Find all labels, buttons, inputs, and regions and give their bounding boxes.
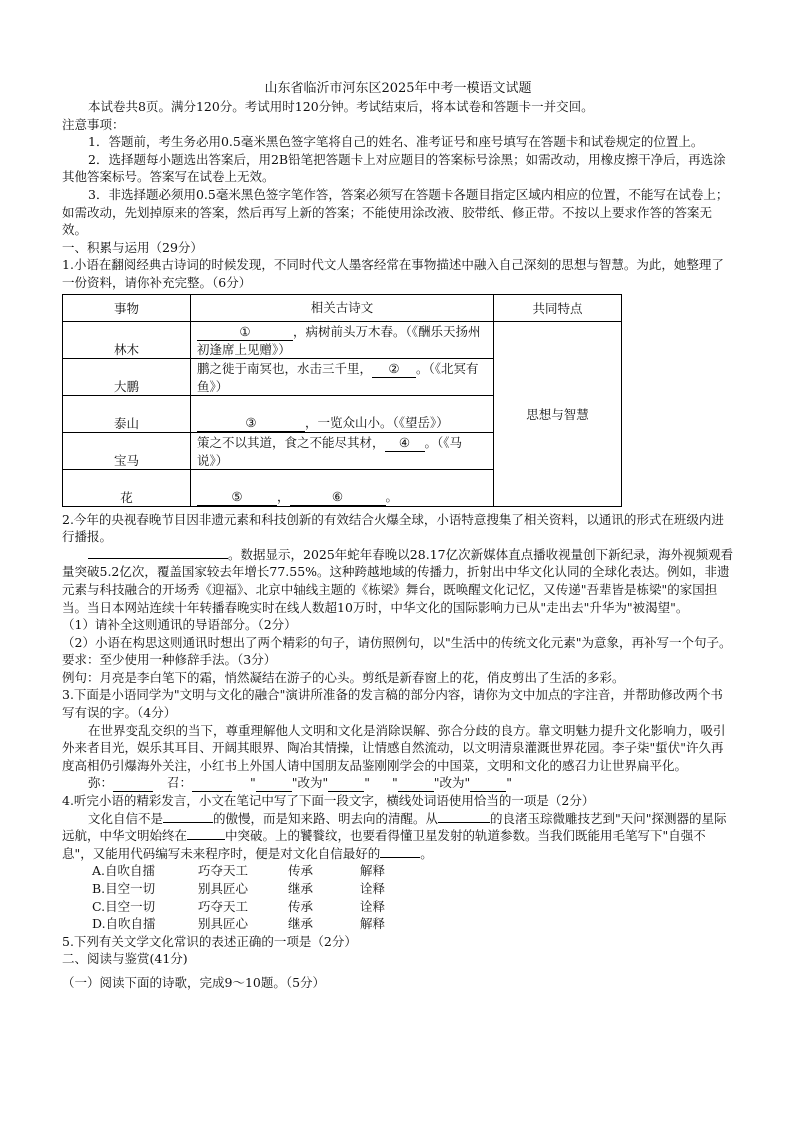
q3-label-b: 召： [167, 775, 193, 791]
wrong-char-blank-1[interactable] [256, 774, 292, 792]
question-2-1: （1）请补全这则通讯的导语部分。（2分） [62, 617, 297, 633]
answer-blank[interactable]: ② [372, 360, 416, 378]
q4-text: 文化自信不是 [88, 810, 164, 826]
thing-cell: 林木 [63, 321, 191, 358]
option-text: B.目空一切 [92, 881, 156, 896]
poem-text: 。（《北冥有鱼》） [197, 360, 479, 394]
table-header-common: 共同特点 [494, 294, 622, 321]
question-3: 3.下面是小语同学为"文明与文化的融合"演讲所准备的发言稿的部分内容，请你为文中加点的字注音，并帮助修改两个书写有误的字。（4分） [62, 687, 723, 721]
exam-page [62, 80, 734, 992]
table-header-poem: 相关古诗文 [191, 294, 494, 321]
poem-text: 策之不以其道，食之不能尽其材， [197, 434, 385, 450]
option-text: 继承 [288, 881, 314, 896]
note-2: 2．选择题每小题选出答案后，用2B铅笔把答题卡上对应题目的答案标号涂黑；如需改动，用橡皮擦干净后，再选涂其他答案标号。答案写在试卷上无效。 [62, 151, 726, 185]
exam-title: 山东省临沂市河东区2025年中考一模语文试题 [264, 81, 532, 96]
poem-cell [191, 321, 494, 358]
exam-intro: 本试卷共8页。满分120分。考试用时120分钟。考试结束后，将本试卷和答题卡一并交回。 [88, 99, 594, 114]
poem-text: ，一览众山小。（《望岳》） [305, 414, 449, 430]
q3-change: "改为" [291, 775, 329, 791]
q3-quote: " [250, 775, 256, 791]
pinyin-blank-a[interactable] [113, 774, 153, 792]
pinyin-blank-b[interactable] [192, 774, 232, 792]
question-2: 2.今年的央视春晚节目因非遗元素和科技创新的有效结合火爆全球，小语特意搜集了相关资料，以通讯的形式在班级内进行播报。 [62, 511, 724, 545]
option-text: 巧夺天工 [198, 863, 249, 879]
poem-text: ，病树前头万木春。（《酬乐天扬州初逢席上见赠》） [197, 323, 481, 357]
q4-blank-3[interactable] [187, 839, 225, 840]
option-b[interactable] [62, 880, 734, 898]
q4-blank-1[interactable] [163, 822, 213, 823]
question-5: 5.下列有关文学文化常识的表述正确的一项是（2分） [62, 933, 357, 949]
answer-blank[interactable]: ⑥ [290, 488, 386, 506]
poem-text: 。 [385, 488, 399, 504]
wrong-char-blank-2[interactable] [398, 774, 434, 792]
thing-cell: 花 [63, 469, 191, 506]
option-text: D.自吹自擂 [92, 916, 156, 932]
option-c[interactable] [62, 898, 734, 916]
q4-text: 的傲慢，而是知来路、明去向的清醒。从 [213, 810, 439, 826]
poem-cell [191, 469, 494, 506]
q3-quote-end: " [364, 775, 371, 791]
option-text: 诠释 [360, 898, 386, 914]
answer-blank[interactable]: ⑤ [197, 488, 277, 506]
answer-blank[interactable]: ① [197, 323, 293, 341]
poem-cell [191, 395, 494, 432]
poem-text: ， [277, 488, 290, 504]
option-text: A.自吹自擂 [92, 863, 156, 879]
question-4: 4.听完小语的精彩发言，小文在笔记中写了下面一段文字，横线处词语使用恰当的一项是（2分） [62, 793, 595, 809]
q2-example: 例句：月亮是李白笔下的霜，悄然凝结在游子的心头。剪纸是新春窗上的花，俏皮剪出了生活的多彩。 [62, 669, 625, 685]
q4-text: 的良渚玉琮微雕技艺到"天问"探测器的星际远航，中华文明始终在 [62, 810, 727, 844]
option-text: 解释 [360, 863, 386, 879]
option-d[interactable] [62, 915, 734, 933]
poem-cell [191, 358, 494, 395]
q2-passage [62, 546, 734, 616]
option-a[interactable] [62, 862, 734, 880]
option-text: C.目空一切 [92, 898, 156, 914]
poem-cell [191, 432, 494, 469]
common-feature-cell: 思想与智慧 [494, 321, 622, 506]
q3-quote: " [392, 775, 398, 791]
section1-heading: 一、积累与运用（29分） [62, 239, 203, 255]
answer-blank[interactable]: ③ [197, 414, 305, 432]
thing-cell: 宝马 [63, 432, 191, 469]
right-char-blank-2[interactable] [470, 774, 506, 792]
option-text: 传承 [288, 898, 314, 914]
poem-text: 鹏之徙于南冥也，水击三千里， [197, 360, 373, 376]
option-text: 巧夺天工 [198, 898, 249, 914]
option-text: 别具匠心 [198, 916, 249, 932]
section2-heading: 二、阅读与鉴赏(41分) [62, 951, 188, 967]
q3-quote-end: " [506, 775, 513, 791]
poetry-table [62, 294, 622, 507]
q3-passage: 在世界变乱交织的当下，尊重理解他人文明和文化是消除误解、弥合分歧的良方。靠文明魅力提升文化影响力，吸引外来者目光，娱乐其耳目、开阔其眼界、陶冶其情操，让情感自然流动，以文明清泉灌溉世界花园。李子柒"蜇伏"许久再度高相仍引爆海外关注，小红书上外国人请中国朋友品鉴刚刚学会的中国菜，文明和文化的感召力让世界扁平化。 [62, 722, 726, 773]
option-text: 别具匠心 [198, 881, 249, 896]
q4-text: 中突破。上的饕餮纹，也要看得懂卫星发射的轨道参数。当我们既能用毛笔写下"自强不息"，又能用代码编写未来程序时，便是对文化自信最好的 [62, 828, 706, 861]
note-3: 3．非选择题必须用0.5毫米黑色签字笔作答，答案必须写在答题卡各题目指定区域内相应的位置，不能写在试卷上；如需改动，先划掉原来的答案，然后再写上新的答案；不能使用涂改液、胶带纸、修正带。不按以上要求作答的答案无效。 [62, 186, 729, 238]
q3-change: "改为" [433, 775, 471, 791]
q4-blank-4[interactable] [380, 857, 420, 858]
table-header-thing: 事物 [63, 294, 191, 321]
answer-blank[interactable]: ④ [385, 434, 425, 452]
note-1: 1．答题前，考生务必用0.5毫米黑色签字笔将自己的姓名、准考证号和座号填写在答题卡和试卷规定的位置上。 [88, 134, 704, 150]
notes-heading: 注意事项： [62, 116, 125, 132]
option-text: 诠释 [360, 881, 386, 896]
right-char-blank-1[interactable] [328, 774, 364, 792]
poem-text: 。（《马说》） [197, 434, 463, 468]
question-2-2: （2）小语在构思这则通讯时想出了两个精彩的句子，请仿照例句，以"生活中的传统文化元素"为意象，再补写一个句子。要求：至少使用一种修辞手法。（3分） [62, 634, 732, 668]
question-1: 1.小语在翻阅经典古诗词的时候发现，不同时代文人墨客经常在事物描述中融入自己深刻的思想与智慧。为此，她整理了一份资料，请你补充完整。（6分） [62, 257, 724, 290]
table-row [63, 321, 622, 358]
thing-cell: 大鹏 [63, 358, 191, 395]
thing-cell: 泰山 [63, 395, 191, 432]
q4-blank-2[interactable] [438, 822, 490, 823]
q2-passage-text: 。数据显示，2025年蛇年春晚以28.17亿次新媒体直点播收视量创下新纪录，海外视频观看量突破5.2亿次，覆盖国家较去年增长77.55%。这种跨越地域的传播力，折射出中华文化认同的全球化表达。例如，非遗元素与科技融合的开场秀《迎福》、北京中轴线主题的《栋梁》舞台，既唤醒文化记忆，又传递"吾辈皆是栋梁"的家国担当。当日本网站连续十年转播春晚实时在线人数超10万时，中华文化的国际影响力已从"走出去"升华为"被渴望"。 [62, 546, 734, 615]
q3-answer-row [62, 774, 734, 792]
option-text: 继承 [288, 916, 314, 932]
option-text: 传承 [288, 863, 314, 879]
section2-sub1: （一）阅读下面的诗歌，完成9～10题。（5分） [62, 974, 326, 990]
option-text: 解释 [360, 916, 386, 932]
lead-blank[interactable] [88, 558, 228, 559]
q3-label-a: 弥： [88, 775, 114, 791]
q4-passage: 文化自信不是 的傲慢，而是知来路、明去向的清醒。从 的良渚玉琮微雕技艺到"天问"探测器的星际远航，中华文明始终在 中突破。上的饕餮纹，也要看得懂卫星发射的轨道参数。当我们既能用毛笔写下"自强不息"，又能用代码编写未来程序时，便是对文化自信最好的 。 [62, 810, 727, 861]
